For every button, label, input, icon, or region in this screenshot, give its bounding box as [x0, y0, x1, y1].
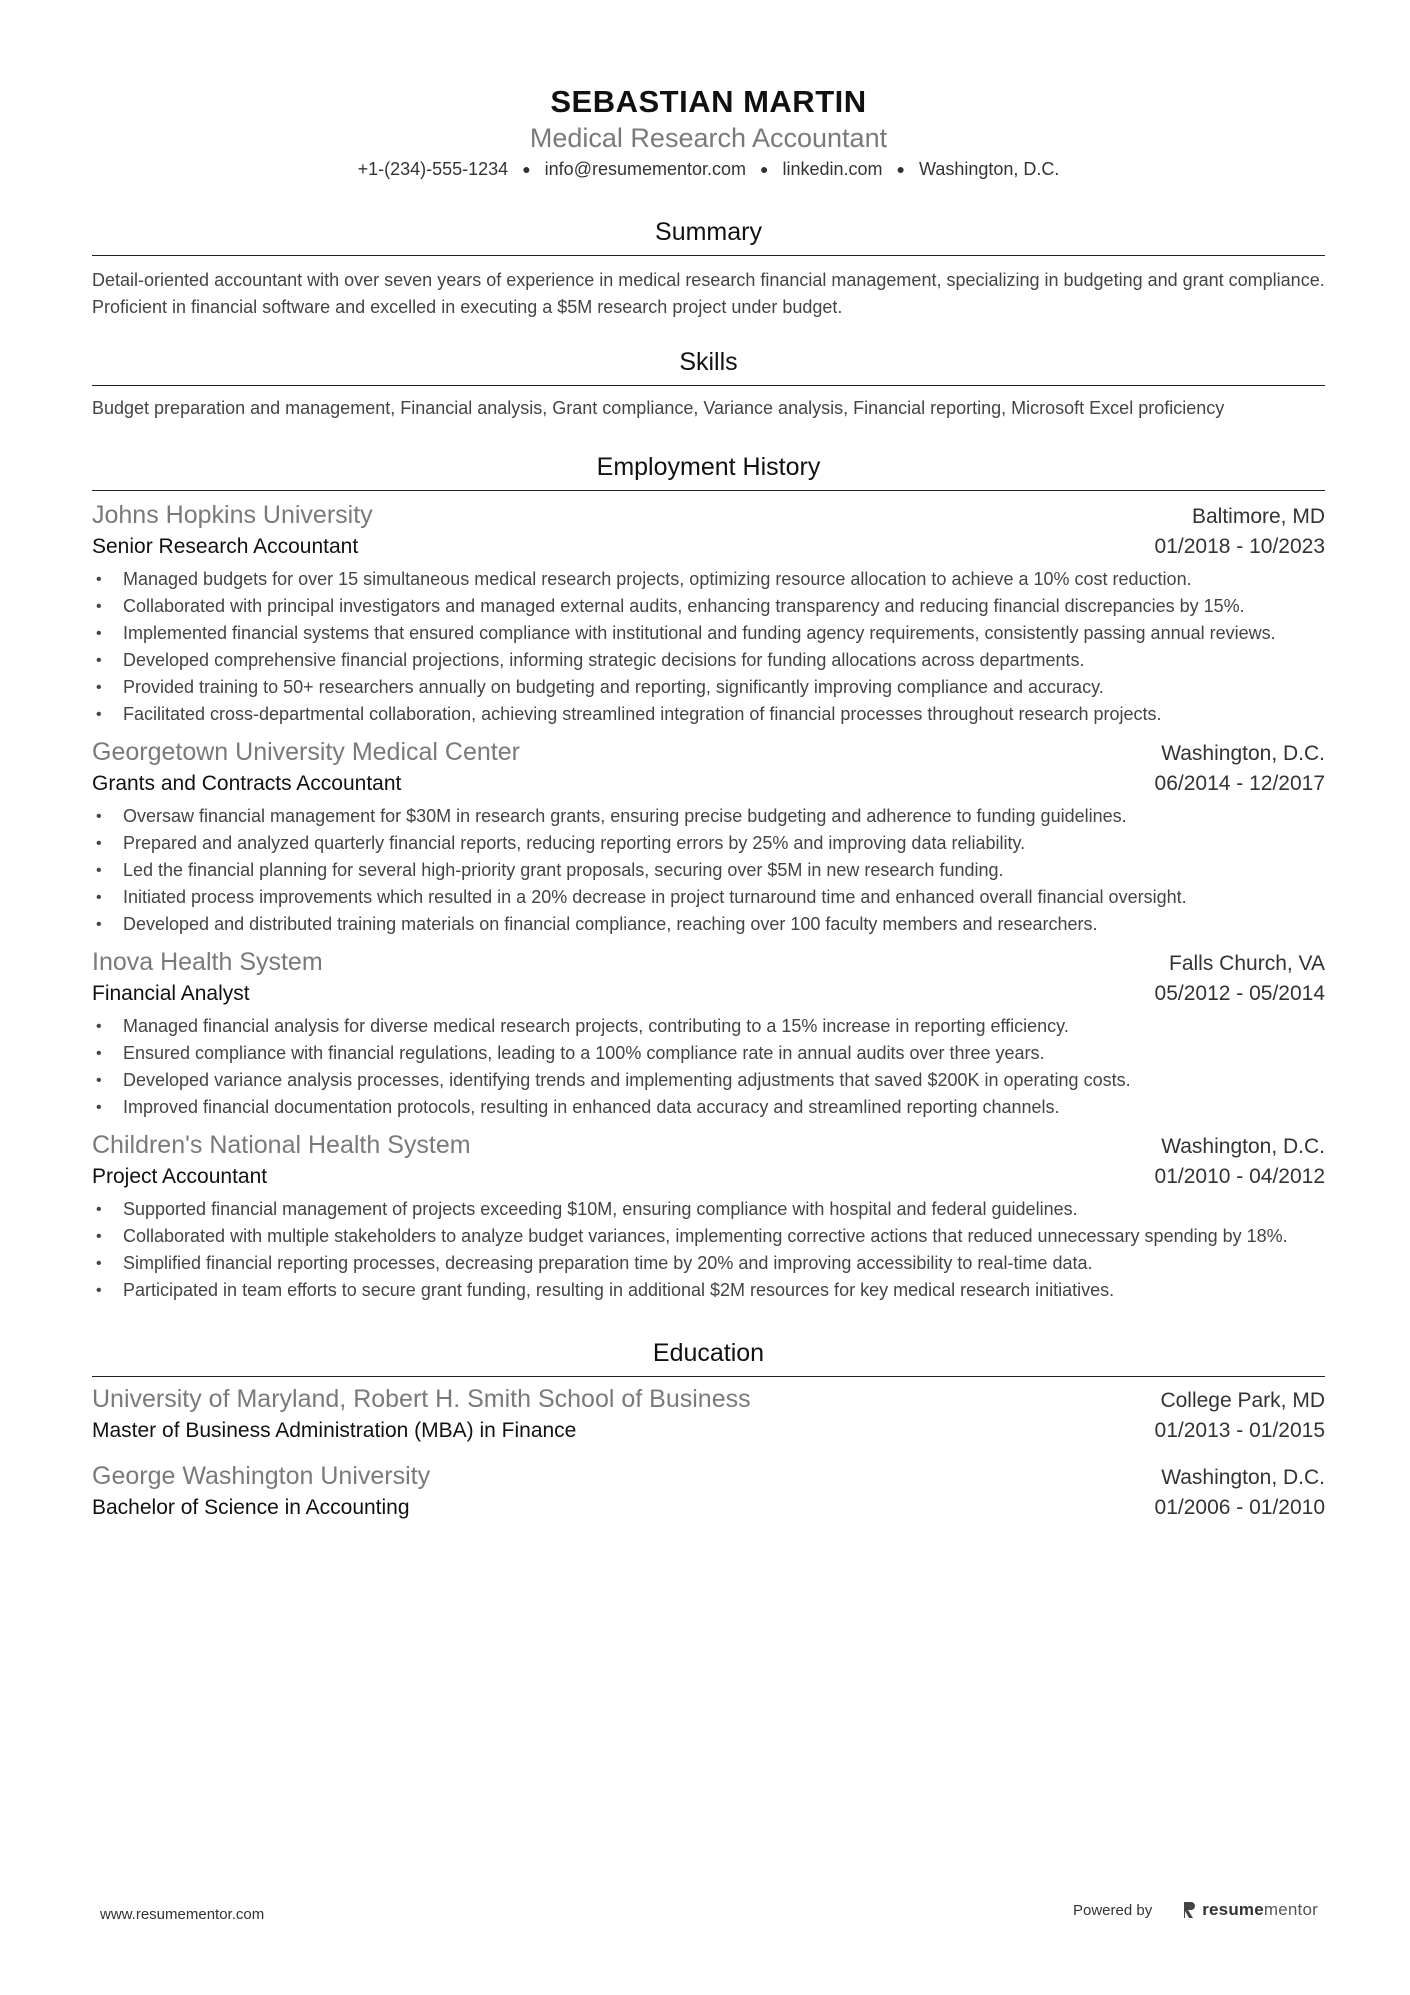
degree-name: Master of Business Administration (MBA) in Finance [92, 1419, 577, 1442]
section-divider [92, 490, 1325, 491]
powered-by-label: Powered by [1072, 1901, 1153, 1919]
footer-branding [1073, 1900, 1318, 1920]
education-entry [92, 1383, 1325, 1446]
job-dates: 01/2018 - 10/2023 [1154, 535, 1325, 558]
brand-light: mentor [1263, 1900, 1318, 1919]
resumementor-logo-icon [1182, 1900, 1196, 1920]
school-location: College Park, MD [1160, 1389, 1325, 1412]
school-name: University of Maryland, Robert H. Smith School of Business [92, 1385, 751, 1413]
job-entry [92, 736, 1325, 938]
section-heading: Skills [679, 348, 738, 376]
job-title: Grants and Contracts Accountant [92, 772, 402, 795]
bullet-item: • Initiated process improvements which resulted in a 20% decrease in project turnaround time and enhanced overall financial oversight. [92, 884, 1325, 911]
contact-linkedin[interactable]: linkedin.com [782, 159, 883, 179]
bullet-item: • Developed and distributed training materials on financial compliance, reaching over 100 faculty members and researchers. [92, 911, 1325, 938]
bullet-item: • Supported financial management of projects exceeding $10M, ensuring compliance with hospital and federal guidelines. [92, 1196, 1325, 1223]
school-name: George Washington University [92, 1462, 431, 1490]
separator-dot: ● [896, 161, 906, 177]
section-divider [92, 1376, 1325, 1377]
brand-bold: resume [1202, 1900, 1264, 1919]
job-location: Falls Church, VA [1169, 952, 1325, 975]
bullet-item: • Improved financial documentation protocols, resulting in enhanced data accuracy and streamlined reporting channels. [92, 1094, 1325, 1121]
summary-text: Detail-oriented accountant with over seven years of experience in medical research financial management, specializing in budgeting and grant compliance. Proficient in financial software and excelled in executing a $5M research project under budget. [92, 270, 1325, 317]
job-location: Washington, D.C. [1161, 1135, 1325, 1158]
job-entry [92, 946, 1325, 1121]
job-entry [92, 1129, 1325, 1304]
bullet-item: • Managed budgets for over 15 simultaneous medical research projects, optimizing resource allocation to achieve a 10% cost reduction. [92, 566, 1325, 593]
section-heading: Summary [655, 218, 762, 246]
candidate-name: SEBASTIAN MARTIN [550, 84, 867, 119]
section-divider [92, 255, 1325, 256]
job-bullets [92, 566, 1325, 728]
bullet-item: • Facilitated cross-departmental collaboration, achieving streamlined integration of financial processes throughout research projects. [92, 701, 1325, 728]
bullet-item: • Developed variance analysis processes, identifying trends and implementing adjustments that saved $200K in operating costs. [92, 1067, 1325, 1094]
job-location: Baltimore, MD [1191, 505, 1325, 528]
job-title: Senior Research Accountant [92, 535, 359, 558]
section-heading: Employment History [596, 453, 821, 481]
education-dates: 01/2006 - 01/2010 [1154, 1496, 1325, 1519]
bullet-item: • Managed financial analysis for diverse medical research projects, contributing to a 15% increase in reporting efficiency. [92, 1013, 1325, 1040]
skills-section [92, 347, 1325, 420]
job-bullets [92, 1196, 1325, 1304]
education-section [92, 1338, 1325, 1523]
candidate-title: Medical Research Accountant [529, 123, 888, 153]
separator-dot: ● [522, 161, 531, 177]
bullet-item: • Prepared and analyzed quarterly financial reports, reducing reporting errors by 25% and improving data reliability. [92, 830, 1325, 857]
footer-website[interactable]: www.resumementor.com [100, 1906, 265, 1923]
contact-phone: +1-(234)-555-1234 [357, 159, 509, 179]
education-dates: 01/2013 - 01/2015 [1154, 1419, 1325, 1442]
employer-name: Georgetown University Medical Center [92, 738, 520, 766]
bullet-item: • Provided training to 50+ researchers annually on budgeting and reporting, significantly improving compliance and accuracy. [92, 674, 1325, 701]
degree-name: Bachelor of Science in Accounting [92, 1496, 410, 1519]
brand-wordmark[interactable] [1202, 1900, 1318, 1920]
education-entry [92, 1460, 1325, 1523]
bullet-item: • Ensured compliance with financial regulations, leading to a 100% compliance rate in annual audits over three years. [92, 1040, 1325, 1067]
section-divider [92, 385, 1325, 386]
school-location: Washington, D.C. [1161, 1466, 1325, 1489]
job-dates: 05/2012 - 05/2014 [1154, 982, 1325, 1005]
summary-section [92, 217, 1325, 321]
bullet-item: • Collaborated with principal investigators and managed external audits, enhancing transparency and reducing financial discrepancies by 15%. [92, 593, 1325, 620]
contact-email[interactable]: info@resumementor.com [544, 159, 747, 179]
job-entry [92, 499, 1325, 728]
employer-name: Inova Health System [92, 948, 323, 976]
resume-header [92, 84, 1325, 183]
bullet-item: • Collaborated with multiple stakeholders to analyze budget variances, implementing corrective actions that reduced unnecessary spending by 18%. [92, 1223, 1325, 1250]
job-dates: 06/2014 - 12/2017 [1154, 772, 1325, 795]
resume-page [92, 84, 1325, 1523]
contact-location: Washington, D.C. [919, 159, 1060, 179]
employer-name: Johns Hopkins University [92, 501, 373, 529]
job-title: Financial Analyst [92, 982, 250, 1005]
section-heading: Education [652, 1339, 765, 1367]
job-bullets [92, 1013, 1325, 1121]
bullet-item: • Simplified financial reporting processes, decreasing preparation time by 20% and improving accessibility to real-time data. [92, 1250, 1325, 1277]
skills-text: Budget preparation and management, Financial analysis, Grant compliance, Variance analysis, Financial reporting, Microsoft Excel proficiency [92, 398, 1225, 418]
job-title: Project Accountant [92, 1165, 268, 1188]
job-dates: 01/2010 - 04/2012 [1154, 1165, 1325, 1188]
bullet-item: • Participated in team efforts to secure grant funding, resulting in additional $2M resources for key medical research initiatives. [92, 1277, 1325, 1304]
contact-line [92, 156, 1325, 183]
separator-dot: ● [760, 161, 769, 177]
employer-name: Children's National Health System [92, 1131, 471, 1159]
employment-section [92, 452, 1325, 1304]
bullet-item: • Led the financial planning for several high-priority grant proposals, securing over $5M in new research funding. [92, 857, 1325, 884]
bullet-item: • Developed comprehensive financial projections, informing strategic decisions for funding allocations across departments. [92, 647, 1325, 674]
job-bullets [92, 803, 1325, 938]
job-location: Washington, D.C. [1161, 742, 1325, 765]
bullet-item: • Implemented financial systems that ensured compliance with institutional and funding agency requirements, consistently passing annual reviews. [92, 620, 1325, 647]
bullet-item: • Oversaw financial management for $30M in research grants, ensuring precise budgeting and adherence to funding guidelines. [92, 803, 1325, 830]
